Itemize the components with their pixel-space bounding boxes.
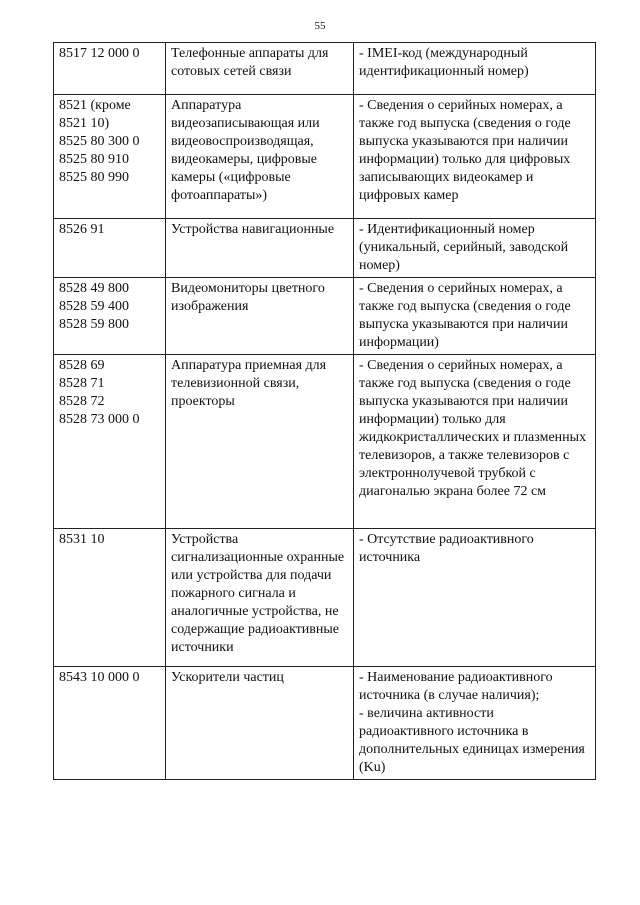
code-cell: 8543 10 000 0 [54,667,166,780]
info-cell: - Наименование радиоактивного источника (в случае наличия); - величина активности радиоактивного источника в дополнительных единицах измерения (Ku) [354,667,596,780]
name-cell: Видеомониторы цветного изображения [166,278,354,355]
info-cell: - Отсутствие радиоактивного источника [354,529,596,667]
info-cell: - Сведения о серийных номерах, а также год выпуска (сведения о годе выпуска указываются при наличии информации) [354,278,596,355]
table-row [54,355,596,529]
code-cell: 8521 (кроме 8521 10) 8525 80 300 0 8525 80 910 8525 80 990 [54,95,166,219]
name-cell: Устройства навигационные [166,219,354,278]
code-cell: 8528 49 800 8528 59 400 8528 59 800 [54,278,166,355]
code-cell: 8528 69 8528 71 8528 72 8528 73 000 0 [54,355,166,529]
name-cell: Аппаратура видеозаписывающая или видеовоспроизводящая, видеокамеры, цифровые камеры («цифровые фотоаппараты») [166,95,354,219]
goods-table [53,42,596,780]
name-cell: Устройства сигнализационные охранные или устройства для подачи пожарного сигнала и аналогичные устройства, не содержащие радиоактивные источники [166,529,354,667]
name-cell: Аппаратура приемная для телевизионной связи, проекторы [166,355,354,529]
table-row [54,667,596,780]
name-cell: Телефонные аппараты для сотовых сетей связи [166,43,354,95]
table-row [54,278,596,355]
code-cell: 8517 12 000 0 [54,43,166,95]
name-cell: Ускорители частиц [166,667,354,780]
code-cell: 8526 91 [54,219,166,278]
table-row [54,43,596,95]
table-row [54,529,596,667]
table-row [54,95,596,219]
info-cell: - Сведения о серийных номерах, а также год выпуска (сведения о годе выпуска указываются при наличии информации) только для цифровых записывающих видеокамер и цифровых камер [354,95,596,219]
page-number: 55 [314,20,326,32]
info-cell: - Сведения о серийных номерах, а также год выпуска (сведения о годе выпуска указываются при наличии информации) только для жидкокристаллических и плазменных телевизоров, а также телевизоров с электроннолучевой трубкой с диагональю экрана более 72 см [354,355,596,529]
info-cell: - Идентификационный номер (уникальный, серийный, заводской номер) [354,219,596,278]
table-row [54,219,596,278]
code-cell: 8531 10 [54,529,166,667]
info-cell: - IMEI-код (международный идентификационный номер) [354,43,596,95]
